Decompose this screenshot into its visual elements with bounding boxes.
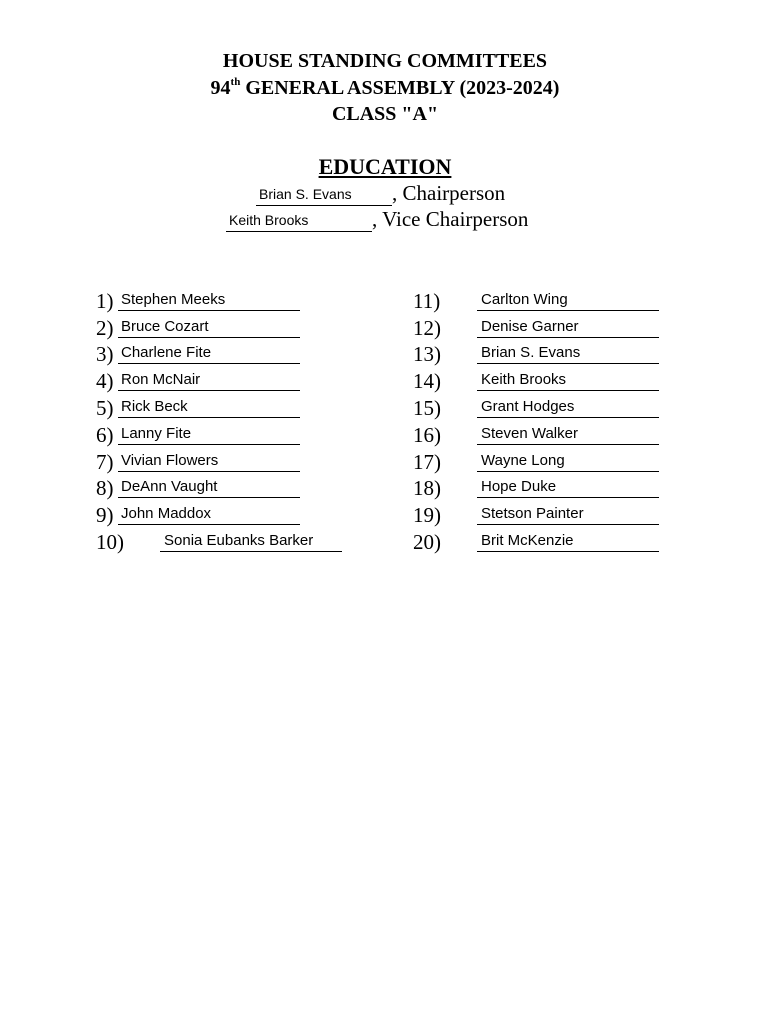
member-underline (477, 363, 659, 364)
member-row (96, 501, 346, 525)
member-name: DeAnn Vaught (121, 478, 218, 495)
member-underline (118, 337, 300, 338)
member-row (413, 314, 663, 338)
member-underline (477, 337, 659, 338)
chairperson-name: Brian S. Evans (259, 186, 352, 202)
member-name: Charlene Fite (121, 344, 212, 361)
member-row (96, 340, 346, 364)
member-name: Hope Duke (481, 478, 557, 495)
member-row (96, 394, 346, 418)
member-name: Denise Garner (481, 318, 579, 335)
chairperson-title: , Chairperson (392, 181, 506, 205)
member-row (413, 394, 663, 418)
member-underline (477, 444, 659, 445)
member-row (413, 474, 663, 498)
member-row (96, 474, 346, 498)
member-underline (118, 497, 300, 498)
member-underline (477, 471, 659, 472)
member-underline (477, 417, 659, 418)
member-name: John Maddox (121, 505, 212, 522)
member-name: Ron McNair (121, 371, 201, 388)
member-number: 11) (413, 289, 441, 313)
member-underline (118, 471, 300, 472)
member-number: 18) (413, 476, 441, 500)
member-row (96, 367, 346, 391)
member-underline (118, 310, 300, 311)
vice-chairperson-name: Keith Brooks (229, 212, 309, 228)
member-number: 12) (413, 316, 441, 340)
member-underline (477, 310, 659, 311)
member-name: Brit McKenzie (481, 532, 574, 549)
member-row (96, 287, 346, 311)
assembly-subtitle (0, 75, 770, 102)
member-underline (477, 551, 659, 552)
member-number: 14) (413, 369, 441, 393)
member-name: Sonia Eubanks Barker (164, 532, 314, 549)
member-name: Brian S. Evans (481, 344, 581, 361)
member-underline (118, 444, 300, 445)
member-number: 7) (96, 450, 114, 474)
member-row (413, 528, 663, 552)
member-name: Stephen Meeks (121, 291, 226, 308)
member-number: 19) (413, 503, 441, 527)
member-name: Wayne Long (481, 452, 565, 469)
member-number: 17) (413, 450, 441, 474)
member-row (96, 448, 346, 472)
member-row (96, 528, 346, 552)
member-name: Rick Beck (121, 398, 188, 415)
vice-chairperson-line (226, 206, 556, 232)
member-row (413, 448, 663, 472)
member-row (96, 421, 346, 445)
member-row (96, 314, 346, 338)
member-name: Stetson Painter (481, 505, 584, 522)
member-number: 9) (96, 503, 114, 527)
vice-chairperson-title: , Vice Chairperson (372, 207, 529, 231)
member-name: Carlton Wing (481, 291, 568, 308)
member-number: 16) (413, 423, 441, 447)
member-number: 1) (96, 289, 114, 313)
member-name: Lanny Fite (121, 425, 192, 442)
member-name: Vivian Flowers (121, 452, 219, 469)
member-row (413, 340, 663, 364)
member-number: 10) (96, 530, 124, 554)
member-row (413, 367, 663, 391)
member-underline (477, 524, 659, 525)
member-name: Grant Hodges (481, 398, 575, 415)
assembly-label: GENERAL ASSEMBLY (2023-2024) (240, 77, 560, 99)
assembly-number: 94 (210, 77, 231, 99)
member-number: 4) (96, 369, 114, 393)
member-name: Bruce Cozart (121, 318, 209, 335)
member-row (413, 287, 663, 311)
member-underline (160, 551, 342, 552)
chairperson-line (256, 180, 526, 206)
class-label: CLASS "A" (331, 103, 439, 125)
member-number: 2) (96, 316, 114, 340)
member-number: 6) (96, 423, 114, 447)
member-row (413, 501, 663, 525)
member-underline (118, 524, 300, 525)
member-number: 20) (413, 530, 441, 554)
member-number: 15) (413, 396, 441, 420)
member-row (413, 421, 663, 445)
member-underline (477, 390, 659, 391)
member-underline (118, 417, 300, 418)
committee-name: EDUCATION (318, 154, 452, 179)
member-name: Keith Brooks (481, 371, 567, 388)
member-underline (477, 497, 659, 498)
member-underline (118, 390, 300, 391)
member-number: 5) (96, 396, 114, 420)
member-number: 3) (96, 342, 114, 366)
assembly-ordinal-suffix: th (230, 76, 241, 88)
member-number: 13) (413, 342, 441, 366)
member-underline (118, 363, 300, 364)
member-number: 8) (96, 476, 114, 500)
member-name: Steven Walker (481, 425, 578, 442)
document-title: HOUSE STANDING COMMITTEES (222, 50, 548, 72)
vice-chairperson-underline (226, 231, 372, 232)
